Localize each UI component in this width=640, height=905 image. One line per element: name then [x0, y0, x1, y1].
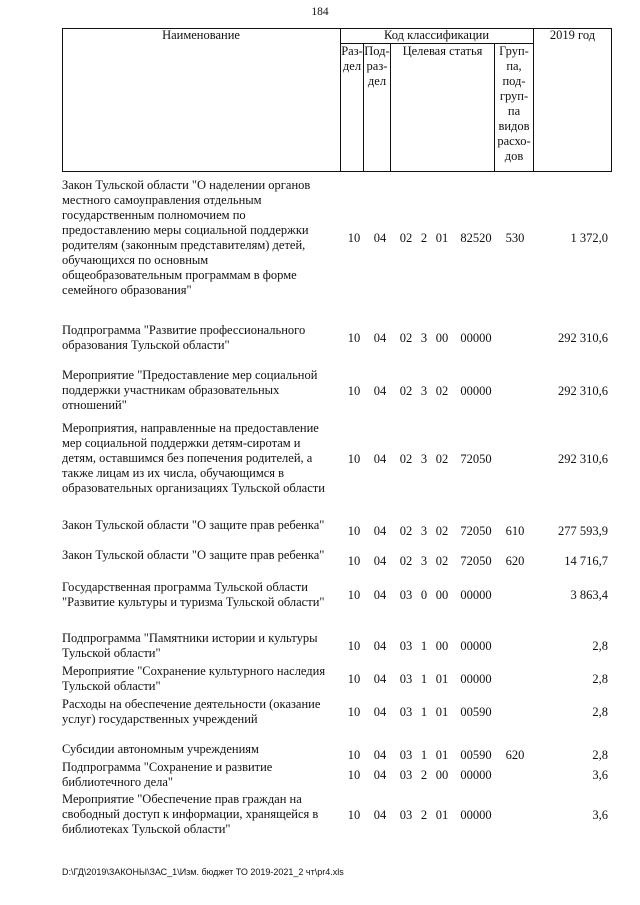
target-program-cell: 02: [399, 231, 413, 245]
header-name: Наименование: [162, 28, 240, 42]
podrazdel-cell: 04: [373, 768, 387, 782]
target-direction-cell: 00590: [460, 705, 492, 719]
target-direction-cell: 00000: [460, 588, 492, 602]
table-header: [62, 28, 612, 172]
target-program-cell: 03: [399, 672, 413, 686]
amount-cell: 3 863,4: [570, 588, 608, 602]
podrazdel-cell: 04: [373, 808, 387, 822]
razdel-cell: 10: [347, 524, 361, 538]
razdel-cell: 10: [347, 231, 361, 245]
row-name: Подпрограмма "Памятники истории и культуры Тульской области": [62, 631, 318, 660]
amount-cell: 292 310,6: [558, 331, 608, 345]
podrazdel-cell: 04: [373, 231, 387, 245]
row-name: Мероприятие "Предоставление мер социальной поддержки участникам образовательных отношений": [62, 368, 318, 412]
target-program-cell: 02: [399, 384, 413, 398]
target-event-cell: 00: [435, 588, 449, 602]
target-event-cell: 01: [435, 705, 449, 719]
razdel-cell: 10: [347, 748, 361, 762]
amount-cell: 2,8: [592, 705, 608, 719]
row-name: Мероприятия, направленные на предоставление мер социальной поддержки детям-сиротам и детям, оставшимся без попечения родителей, а также лицам из их числа, обучающимся в образовательных организациях Тульской области: [62, 421, 325, 495]
target-direction-cell: 72050: [460, 524, 492, 538]
header-target: Целевая статья: [402, 44, 483, 58]
target-event-cell: 01: [435, 672, 449, 686]
amount-cell: 292 310,6: [558, 384, 608, 398]
amount-cell: 1 372,0: [570, 231, 608, 245]
target-subprogram-cell: 3: [420, 384, 428, 398]
amount-cell: 14 716,7: [564, 554, 608, 568]
header-razdel: Раз- дел: [341, 44, 363, 73]
target-subprogram-cell: 0: [420, 588, 428, 602]
razdel-cell: 10: [347, 639, 361, 653]
target-subprogram-cell: 1: [420, 639, 428, 653]
target-subprogram-cell: 1: [420, 748, 428, 762]
expense-type-cell: 620: [505, 554, 525, 568]
target-event-cell: 02: [435, 384, 449, 398]
target-direction-cell: 82520: [460, 231, 492, 245]
razdel-cell: 10: [347, 331, 361, 345]
target-program-cell: 03: [399, 639, 413, 653]
amount-cell: 292 310,6: [558, 452, 608, 466]
razdel-cell: 10: [347, 452, 361, 466]
amount-cell: 2,8: [592, 639, 608, 653]
target-direction-cell: 00000: [460, 672, 492, 686]
target-event-cell: 01: [435, 231, 449, 245]
podrazdel-cell: 04: [373, 588, 387, 602]
podrazdel-cell: 04: [373, 554, 387, 568]
target-direction-cell: 72050: [460, 554, 492, 568]
razdel-cell: 10: [347, 554, 361, 568]
target-program-cell: 03: [399, 808, 413, 822]
row-name: Подпрограмма "Сохранение и развитие библиотечного дела": [62, 760, 273, 789]
header-group: Груп- па, под- груп- па видов расхо- дов: [497, 44, 531, 163]
podrazdel-cell: 04: [373, 672, 387, 686]
amount-cell: 3,6: [592, 808, 608, 822]
target-program-cell: 03: [399, 768, 413, 782]
target-program-cell: 03: [399, 748, 413, 762]
target-subprogram-cell: 1: [420, 672, 428, 686]
target-event-cell: 02: [435, 554, 449, 568]
target-direction-cell: 00000: [460, 808, 492, 822]
target-direction-cell: 72050: [460, 452, 492, 466]
row-name: Субсидии автономным учреждениям: [62, 742, 259, 756]
target-event-cell: 00: [435, 639, 449, 653]
target-event-cell: 01: [435, 808, 449, 822]
amount-cell: 277 593,9: [558, 524, 608, 538]
row-name: Расходы на обеспечение деятельности (оказание услуг) государственных учреждений: [62, 697, 321, 726]
podrazdel-cell: 04: [373, 748, 387, 762]
target-program-cell: 03: [399, 705, 413, 719]
row-name: Закон Тульской области "О наделении органов местного самоуправления отдельным государственным полномочием по предоставлению меры социальной поддержки родителям (законным представителям) детей, обучающихся по основным общеобразовательным программам в форме семейного образования": [62, 178, 311, 297]
razdel-cell: 10: [347, 384, 361, 398]
row-name: Мероприятие "Сохранение культурного наследия Тульской области": [62, 664, 326, 693]
razdel-cell: 10: [347, 768, 361, 782]
expense-type-cell: 530: [505, 231, 525, 245]
target-program-cell: 02: [399, 524, 413, 538]
target-subprogram-cell: 2: [420, 231, 428, 245]
row-name: Закон Тульской области "О защите прав ребенка": [62, 518, 325, 532]
podrazdel-cell: 04: [373, 705, 387, 719]
header-podrazdel: Под- раз- дел: [364, 44, 390, 88]
target-program-cell: 02: [399, 554, 413, 568]
razdel-cell: 10: [347, 705, 361, 719]
row-name: Закон Тульской области "О защите прав ребенка": [62, 548, 325, 562]
target-direction-cell: 00590: [460, 748, 492, 762]
podrazdel-cell: 04: [373, 524, 387, 538]
target-event-cell: 01: [435, 748, 449, 762]
target-direction-cell: 00000: [460, 639, 492, 653]
target-direction-cell: 00000: [460, 384, 492, 398]
podrazdel-cell: 04: [373, 331, 387, 345]
file-path-footer: D:\ГД\2019\ЗАКОНЫ\ЗАС_1\Изм. бюджет ТО 2019-2021_2 чт\pr4.xls: [62, 867, 344, 877]
target-event-cell: 02: [435, 452, 449, 466]
razdel-cell: 10: [347, 588, 361, 602]
target-direction-cell: 00000: [460, 768, 492, 782]
target-event-cell: 00: [435, 768, 449, 782]
row-name: Подпрограмма "Развитие профессионального образования Тульской области": [62, 323, 306, 352]
podrazdel-cell: 04: [373, 452, 387, 466]
target-event-cell: 02: [435, 524, 449, 538]
target-subprogram-cell: 3: [420, 452, 428, 466]
target-subprogram-cell: 3: [420, 554, 428, 568]
podrazdel-cell: 04: [373, 639, 387, 653]
podrazdel-cell: 04: [373, 384, 387, 398]
target-event-cell: 00: [435, 331, 449, 345]
razdel-cell: 10: [347, 808, 361, 822]
header-year: 2019 год: [549, 28, 596, 42]
target-subprogram-cell: 3: [420, 524, 428, 538]
target-subprogram-cell: 1: [420, 705, 428, 719]
amount-cell: 2,8: [592, 748, 608, 762]
target-program-cell: 03: [399, 588, 413, 602]
target-subprogram-cell: 2: [420, 768, 428, 782]
expense-type-cell: 620: [505, 748, 525, 762]
target-subprogram-cell: 2: [420, 808, 428, 822]
target-direction-cell: 00000: [460, 331, 492, 345]
expense-type-cell: 610: [505, 524, 525, 538]
header-code: Код классификации: [383, 28, 490, 42]
razdel-cell: 10: [347, 672, 361, 686]
row-name: Мероприятие "Обеспечение прав граждан на свободный доступ к информации, хранящейся в библиотеках Тульской области": [62, 792, 319, 836]
page-number: 184: [311, 6, 329, 18]
target-subprogram-cell: 3: [420, 331, 428, 345]
target-program-cell: 02: [399, 452, 413, 466]
row-name: Государственная программа Тульской области "Развитие культуры и туризма Тульской области": [62, 580, 325, 609]
amount-cell: 2,8: [592, 672, 608, 686]
target-program-cell: 02: [399, 331, 413, 345]
amount-cell: 3,6: [592, 768, 608, 782]
